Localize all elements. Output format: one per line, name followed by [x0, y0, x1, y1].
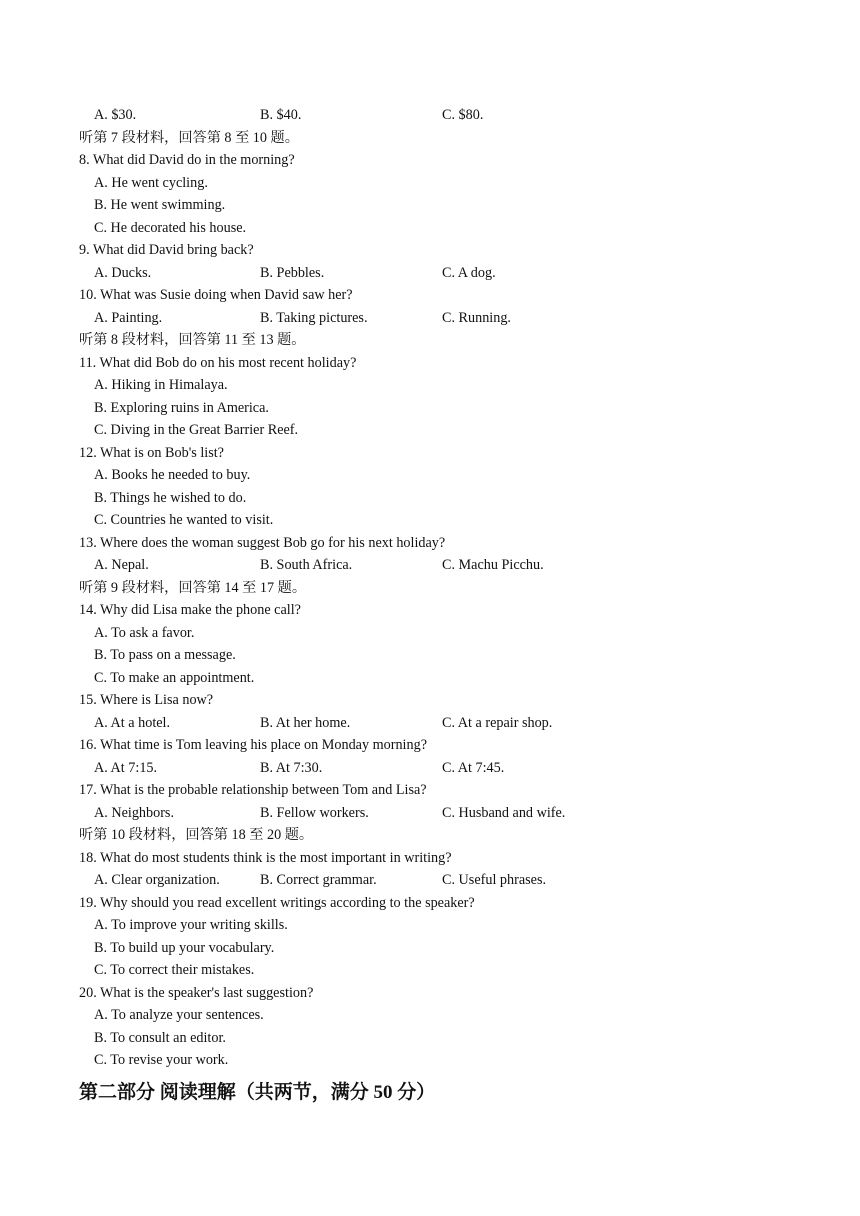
question-text: 14. Why did Lisa make the phone call?	[79, 602, 301, 618]
option-row	[0, 262, 860, 285]
answer-option: C. He decorated his house.	[94, 219, 247, 236]
question-text: 17. What is the probable relationship between Tom and Lisa?	[79, 782, 427, 798]
answer-option: C. At 7:45.	[442, 759, 505, 776]
answer-option: C. Diving in the Great Barrier Reef.	[94, 422, 299, 438]
question-text: 20. What is the speaker's last suggestion?	[79, 984, 314, 1001]
answer-option: A. Books he needed to buy.	[94, 467, 251, 483]
answer-option: C. To correct their mistakes.	[94, 962, 255, 978]
section-instruction: 听第 9 段材料，回答第 14 至 17 题。	[79, 579, 307, 596]
answer-option: A. He went cycling.	[94, 174, 208, 191]
answer-option: A. At a hotel.	[94, 714, 171, 731]
answer-option: A. To analyze your sentences.	[94, 1007, 264, 1023]
question-list	[0, 104, 860, 1072]
answer-option: B. Pebbles.	[260, 264, 325, 281]
answer-option: B. Things he wished to do.	[94, 489, 247, 506]
question-text: 19. Why should you read excellent writings according to the speaker?	[79, 894, 475, 911]
question-text: 15. Where is Lisa now?	[79, 692, 214, 708]
answer-option: A. Hiking in Himalaya.	[94, 377, 228, 393]
section-instruction: 听第 7 段材料，回答第 8 至 10 题。	[79, 129, 299, 146]
exam-page	[0, 104, 860, 1108]
answer-option: A. $30.	[94, 107, 137, 123]
answer-option: C. Husband and wife.	[442, 804, 566, 821]
answer-option: B. South Africa.	[260, 557, 353, 573]
answer-option: B. $40.	[260, 107, 302, 123]
answer-option: A. Nepal.	[94, 557, 149, 573]
answer-option: A. Neighbors.	[94, 804, 174, 821]
option-row	[0, 307, 860, 330]
section-instruction: 听第 10 段材料，回答第 18 至 20 题。	[79, 827, 314, 843]
answer-option: C. To revise your work.	[94, 1052, 229, 1068]
answer-option: A. Painting.	[94, 309, 163, 326]
answer-option: B. To consult an editor.	[94, 1029, 226, 1046]
question-text: 12. What is on Bob's list?	[79, 444, 224, 461]
option-row	[0, 712, 860, 735]
answer-option: C. Running.	[442, 309, 511, 326]
answer-option: C. Useful phrases.	[442, 872, 547, 888]
answer-option: B. At 7:30.	[260, 759, 323, 776]
answer-option: C. Machu Picchu.	[442, 557, 544, 573]
section-instruction: 听第 8 段材料，回答第 11 至 13 题。	[79, 332, 306, 348]
question-text: 16. What time is Tom leaving his place on Monday morning?	[79, 737, 427, 753]
question-text: 8. What did David do in the morning?	[79, 152, 295, 168]
answer-option: B. Exploring ruins in America.	[94, 399, 269, 416]
answer-option: C. Countries he wanted to visit.	[94, 512, 274, 528]
question-text: 10. What was Susie doing when David saw her?	[79, 287, 353, 303]
answer-option: B. To pass on a message.	[94, 647, 236, 663]
question-text: 9. What did David bring back?	[79, 242, 254, 258]
option-row	[0, 802, 860, 825]
part-two-heading: 第二部分 阅读理解（共两节，满分 50 分）	[79, 1081, 436, 1103]
answer-option: B. Fellow workers.	[260, 804, 369, 821]
answer-option: A. To improve your writing skills.	[94, 917, 288, 933]
answer-option: A. At 7:15.	[94, 759, 158, 776]
option-row	[0, 757, 860, 780]
answer-option: A. To ask a favor.	[94, 624, 195, 641]
question-text: 11. What did Bob do on his most recent holiday?	[79, 354, 357, 371]
answer-option: B. To build up your vocabulary.	[94, 939, 275, 956]
answer-option: C. To make an appointment.	[94, 669, 255, 686]
answer-option: B. He went swimming.	[94, 197, 226, 213]
answer-option: B. Correct grammar.	[260, 872, 377, 888]
answer-option: A. Ducks.	[94, 264, 152, 281]
option-row	[0, 104, 860, 127]
answer-option: B. At her home.	[260, 714, 351, 731]
answer-option: C. At a repair shop.	[442, 714, 553, 731]
answer-option: B. Taking pictures.	[260, 309, 368, 326]
option-row	[0, 869, 860, 892]
question-text: 13. Where does the woman suggest Bob go for his next holiday?	[79, 534, 446, 551]
answer-option: C. $80.	[442, 107, 484, 123]
question-text: 18. What do most students think is the most important in writing?	[79, 849, 452, 866]
answer-option: A. Clear organization.	[94, 872, 220, 888]
option-row	[0, 554, 860, 577]
answer-option: C. A dog.	[442, 264, 496, 281]
